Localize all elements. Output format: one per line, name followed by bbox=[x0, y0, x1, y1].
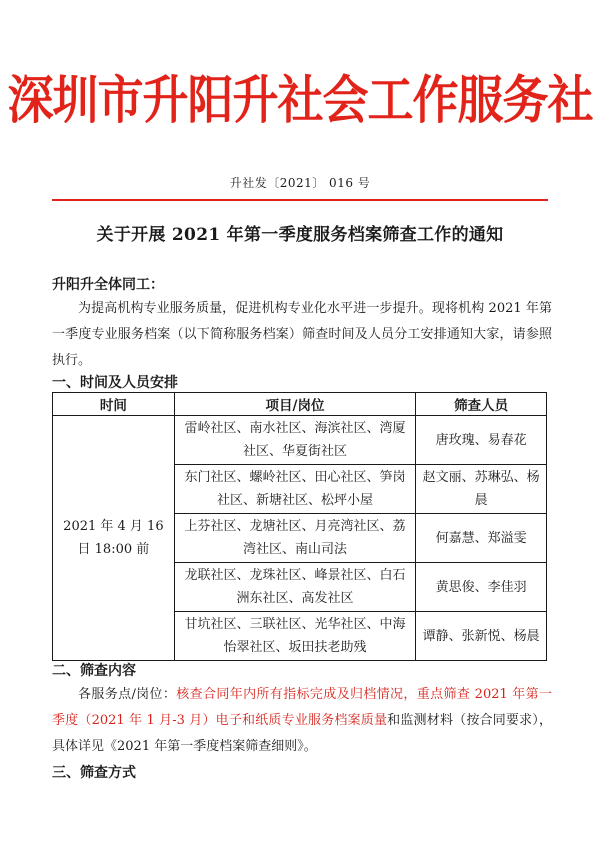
sites-cell: 上芬社区、龙塘社区、月亮湾社区、荔湾社区、南山司法 bbox=[174, 514, 415, 563]
content-lead: 各服务点/岗位： bbox=[78, 687, 177, 702]
table-header-row bbox=[53, 393, 547, 416]
sites-cell: 龙联社区、龙珠社区、峰景社区、白石洲东社区、高发社区 bbox=[174, 563, 415, 612]
document-number: 升社发〔2021〕 016 号 bbox=[229, 176, 371, 190]
schedule-table bbox=[52, 392, 547, 661]
sites-cell: 东门社区、螺岭社区、田心社区、笋岗社区、新塘社区、松坪小屋 bbox=[174, 465, 415, 514]
reviewers-cell: 唐玫瑰、易春花 bbox=[416, 416, 547, 465]
notice-title: 关于开展 2021 年第一季度服务档案筛查工作的通知 bbox=[96, 225, 504, 245]
header-reviewers: 筛查人员 bbox=[416, 393, 547, 416]
red-divider bbox=[52, 199, 548, 201]
table-row bbox=[53, 416, 547, 465]
deadline-cell: 2021 年 4 月 16 日 18:00 前 bbox=[53, 416, 175, 661]
content-paragraph bbox=[52, 682, 552, 760]
header-sites: 项目/岗位 bbox=[174, 393, 415, 416]
reviewers-cell: 谭静、张新悦、杨晨 bbox=[416, 612, 547, 661]
letterhead-title: 深圳市升阳升社会工作服务社 bbox=[7, 69, 593, 131]
section-heading-content: 二、筛查内容 bbox=[52, 663, 136, 679]
sites-cell: 雷岭社区、南水社区、海滨社区、湾厦社区、华夏街社区 bbox=[174, 416, 415, 465]
reviewers-cell: 赵文丽、苏琳弘、杨晨 bbox=[416, 465, 547, 514]
sites-cell: 甘坑社区、三联社区、光华社区、中海怡翠社区、坂田扶老助残 bbox=[174, 612, 415, 661]
reviewers-cell: 黄思俊、李佳羽 bbox=[416, 563, 547, 612]
section-heading-method: 三、筛查方式 bbox=[52, 765, 136, 781]
salutation: 升阳升全体同工： bbox=[52, 277, 164, 293]
reviewers-cell: 何嘉慧、郑溢雯 bbox=[416, 514, 547, 563]
intro-paragraph: 为提高机构专业服务质量，促进机构专业化水平进一步提升。现将机构 2021 年第一季度专业服务档案（以下简称服务档案）筛查时间及人员分工安排通知大家，请参照执行。 bbox=[52, 301, 552, 368]
header-time: 时间 bbox=[53, 393, 175, 416]
content-highlight: 核查合同年内所有指标完成及归档情况，重点筛查 2021 年第一季度（2021 年 1 月-3 月）电子和纸质专业服务档案质量 bbox=[52, 687, 552, 728]
section-heading-schedule: 一、时间及人员安排 bbox=[52, 375, 178, 391]
content-tail: 和监测材料（按合同要求），具体详见《2021 年第一季度档案筛查细则》。 bbox=[52, 713, 552, 754]
